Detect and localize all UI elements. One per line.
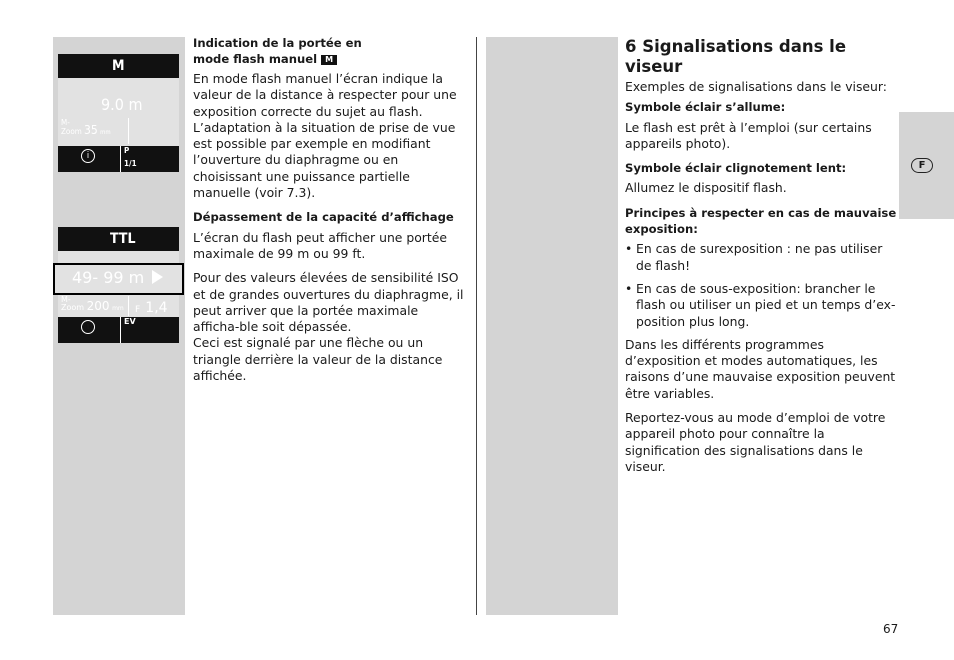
heading-line-2: mode flash manuel	[193, 51, 318, 66]
column-divider	[476, 37, 477, 615]
zoom-prefix: M-	[61, 118, 70, 127]
paragraph-programs: Dans les différents programmes d’exposition et modes automatiques, les raisons d’une mauvaise exposition peuvent être variables.	[625, 336, 896, 401]
zoom-value: 200	[86, 299, 110, 313]
exposure-list	[625, 241, 900, 329]
display-ratio: 1/1	[124, 159, 137, 168]
display-bottom-separator	[120, 317, 121, 343]
display-distance: 9.0 m	[101, 95, 143, 114]
paragraph-max-range: L’écran du flash peut afficher une portée maximale de 99 m ou 99 ft.	[193, 229, 448, 261]
list-item: • En cas de surexposition : ne pas utiliser de flash!	[625, 241, 900, 274]
m-mode-badge: M	[321, 55, 337, 65]
zoom-label: Zoom	[61, 127, 82, 136]
display-mode-label: TTL	[110, 231, 136, 247]
aperture-value: 1,4	[145, 300, 168, 316]
paragraph-flash-on: Allumez le dispositif flash.	[625, 180, 787, 196]
display-distance	[72, 268, 163, 287]
zoom-line	[61, 123, 111, 137]
heading-flash-blink: Symbole éclair clignotement lent:	[625, 161, 847, 176]
aperture-readout	[135, 297, 168, 316]
display-bottom-bar	[58, 146, 179, 172]
display-mode-bar	[58, 54, 179, 78]
heading-exposure: Principes à respecter en cas de mauvaise exposition:	[625, 205, 897, 237]
heading-line-1: Indication de la portée en	[193, 36, 362, 50]
info-circle-icon: i	[81, 320, 95, 334]
triangle-right-icon	[152, 270, 163, 284]
zoom-value: 35	[84, 123, 98, 137]
right-gray-panel	[486, 37, 618, 615]
display-bottom-bar	[58, 317, 179, 343]
section-title: 6 Signalisations dans le viseur	[625, 37, 847, 76]
display-program: P	[124, 146, 130, 155]
paragraph-flash-ready: Le flash est prêt à l’emploi (sur certains appareils photo).	[625, 119, 872, 151]
zoom-unit: mm	[100, 129, 111, 136]
paragraph-iso: Pour des valeurs élevées de sensibilité ISO et de grandes ouvertures du diaphragme, il peut arriver que la portée maximale afficha-ble soit dépassée.	[193, 270, 464, 335]
heading-flash-on: Symbole éclair s’allume:	[625, 100, 786, 115]
heading-manual-range	[193, 36, 465, 67]
display-separator	[128, 296, 129, 316]
info-circle-icon: i	[81, 149, 95, 163]
display-bottom-separator	[120, 146, 121, 172]
paragraph-manual-ref: Reportez-vous au mode d’emploi de votre appareil photo pour connaître la signification des signalisations dans le viseur.	[625, 410, 886, 474]
intro-text: Exemples de signalisations dans le viseur:	[625, 79, 887, 94]
right-text-column	[625, 37, 900, 483]
paragraph-arrow: Ceci est signalé par une flèche ou un triangle derrière la valeur de la distance affichée.	[193, 335, 443, 384]
display-ev: EV	[124, 317, 136, 326]
heading-overflow: Dépassement de la capacité d’affichage	[193, 210, 454, 225]
aperture-label: F	[135, 305, 141, 315]
list-item: • En cas de sous-exposition: brancher le flash ou utiliser un pied et un temps d’ex-position plus long.	[625, 281, 900, 330]
display-separator	[128, 118, 129, 144]
display-mode-bar	[58, 227, 179, 251]
display-mode-label: M	[112, 58, 125, 74]
zoom-prefix: M-	[61, 295, 71, 304]
paragraph-manual: En mode flash manuel l’écran indique la valeur de la distance à respecter pour une exposition correcte du sujet au flash. L’adaptation à la situation de prise de vue est possible par exemple en modifiant l’ouverture du diaphragme ou en choisissant une puissance partielle manuelle (voir 7.3).	[193, 71, 457, 201]
display-distance-value: 49- 99 m	[72, 268, 145, 287]
left-text-column	[193, 36, 465, 392]
page-number: 67	[883, 622, 899, 636]
zoom-line	[61, 299, 124, 313]
zoom-label: Zoom	[61, 303, 85, 312]
language-badge: F	[911, 158, 933, 173]
zoom-unit: mm	[112, 305, 124, 312]
display-manual-mode	[58, 54, 179, 172]
